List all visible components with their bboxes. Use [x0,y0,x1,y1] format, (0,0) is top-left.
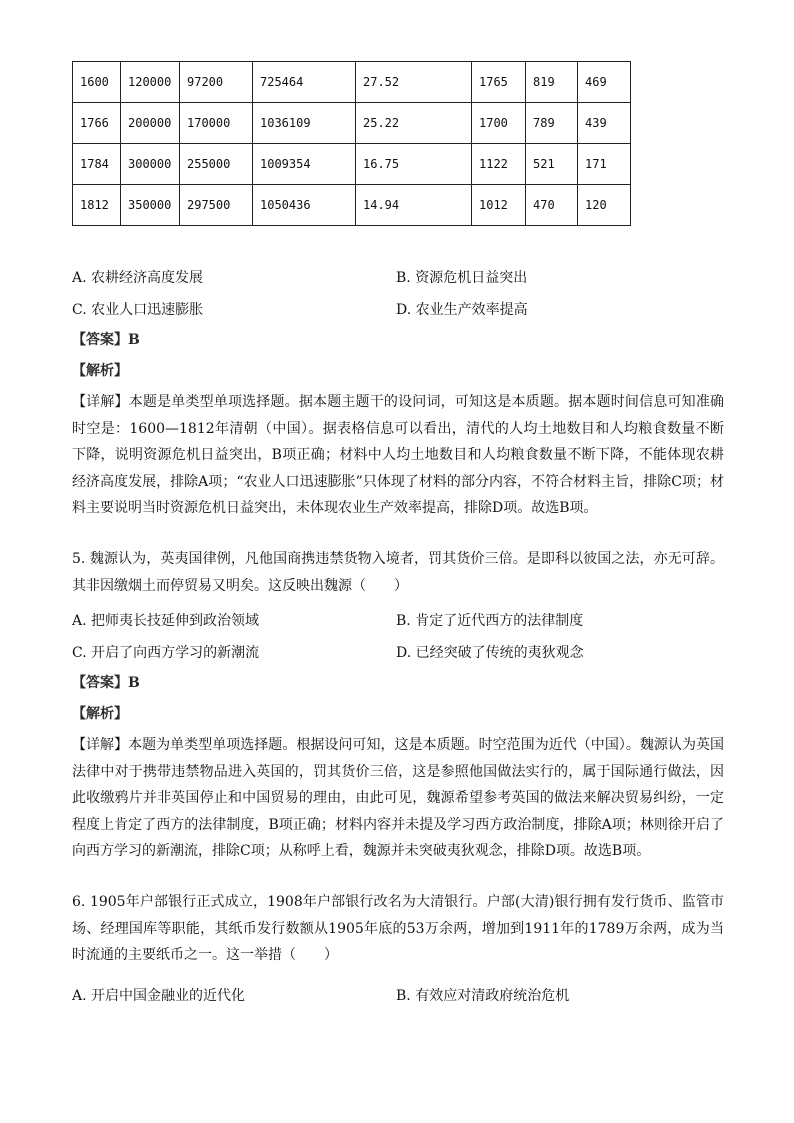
q5-stem: 5. 魏源认为，英夷国律例，凡他国商携违禁货物入境者，罚其货价三倍。是即科以彼国之法，亦无可辞。其非因缴烟土而停贸易又明矣。这反映出魏源（ ） [72,551,724,594]
table-cell: 27.52 [356,62,472,103]
q5-detail: 【详解】本题为单类型单项选择题。根据设问可知，这是本质题。时空范围为近代（中国）。魏源认为英国法律中对于携带违禁物品进入英国的，罚其货价三倍，这是参照他国做法实行的，属于国际通行做法，因此收缴鸦片并非英国停止和中国贸易的理由，由此可见，魏源希望参考英国的做法来解决贸易纠纷，一定程度上肯定了西方的法律制度，B项正确；材料内容并未提及学习西方政治制度，排除A项；林则徐开启了向西方学习的新潮流，排除C项；从称呼上看，魏源并未突破夷狄观念，排除D项。故选B项。 [72,737,724,859]
table-cell: 297500 [180,185,253,226]
table-cell: 120 [578,185,631,226]
table-row [73,144,631,185]
table-cell: 1766 [73,103,121,144]
q6-stem: 6. 1905年户部银行正式成立，1908年户部银行改名为大清银行。户部(大清)银行拥有发行货币、监管市场、经理国库等职能，其纸币发行数额从1905年底的53万余两，增加到1911年的1789万余两，成为当时流通的主要纸币之一。这一举措（ ） [72,894,724,963]
table-cell: 469 [578,62,631,103]
table-cell: 120000 [121,62,180,103]
q4-option-b: B. 资源危机日益突出 [396,270,528,286]
table-cell: 97200 [180,62,253,103]
table-cell: 200000 [121,103,180,144]
q5-answer: 【答案】B [72,675,140,691]
table-cell: 14.94 [356,185,472,226]
q4-answer: 【答案】B [72,332,140,348]
table-cell: 1812 [73,185,121,226]
q4-analysis-label: 【解析】 [72,363,128,379]
table-row [73,103,631,144]
table-cell: 300000 [121,144,180,185]
table-cell: 1050436 [253,185,356,226]
table-cell: 521 [526,144,578,185]
data-table [72,61,631,226]
table-cell: 1700 [472,103,526,144]
q4-detail: 【详解】本题是单类型单项选择题。据本题主题干的设问词，可知这是本质题。据本题时间信息可知准确时空是：1600—1812年清朝（中国）。据表格信息可以看出，清代的人均土地数目和人均粮食数量不断下降，说明资源危机日益突出，B项正确；材料中人均土地数目和人均粮食数量不断下降，不能体现农耕经济高度发展，排除A项；“农业人口迅速膨胀”只体现了材料的部分内容，不符合材料主旨，排除C项；材料主要说明当时资源危机日益突出，未体现农业生产效率提高，排除D项。故选B项。 [72,394,724,516]
table-row [73,62,631,103]
table-cell: 1009354 [253,144,356,185]
table-cell: 1600 [73,62,121,103]
table-cell: 170000 [180,103,253,144]
table-cell: 25.22 [356,103,472,144]
q5-option-d: D. 已经突破了传统的夷狄观念 [396,645,584,661]
q4-option-a: A. 农耕经济高度发展 [72,270,204,286]
q5-analysis-label: 【解析】 [72,706,128,722]
table-cell: 1122 [472,144,526,185]
q5-option-c: C. 开启了向西方学习的新潮流 [72,645,260,661]
table-row [73,185,631,226]
table-cell: 350000 [121,185,180,226]
q5-option-a: A. 把师夷长技延伸到政治领域 [72,613,260,629]
table-cell: 470 [526,185,578,226]
table-cell: 439 [578,103,631,144]
q4-option-c: C. 农业人口迅速膨胀 [72,302,204,318]
q6-option-a: A. 开启中国金融业的近代化 [72,988,246,1004]
table-cell: 1784 [73,144,121,185]
q5-option-b: B. 肯定了近代西方的法律制度 [396,613,584,629]
q4-option-d: D. 农业生产效率提高 [396,302,528,318]
table-cell: 819 [526,62,578,103]
table-cell: 1036109 [253,103,356,144]
table-cell: 1765 [472,62,526,103]
table-cell: 255000 [180,144,253,185]
table-cell: 789 [526,103,578,144]
table-cell: 725464 [253,62,356,103]
table-cell: 16.75 [356,144,472,185]
q6-option-b: B. 有效应对清政府统治危机 [396,988,570,1004]
table-cell: 171 [578,144,631,185]
table-cell: 1012 [472,185,526,226]
